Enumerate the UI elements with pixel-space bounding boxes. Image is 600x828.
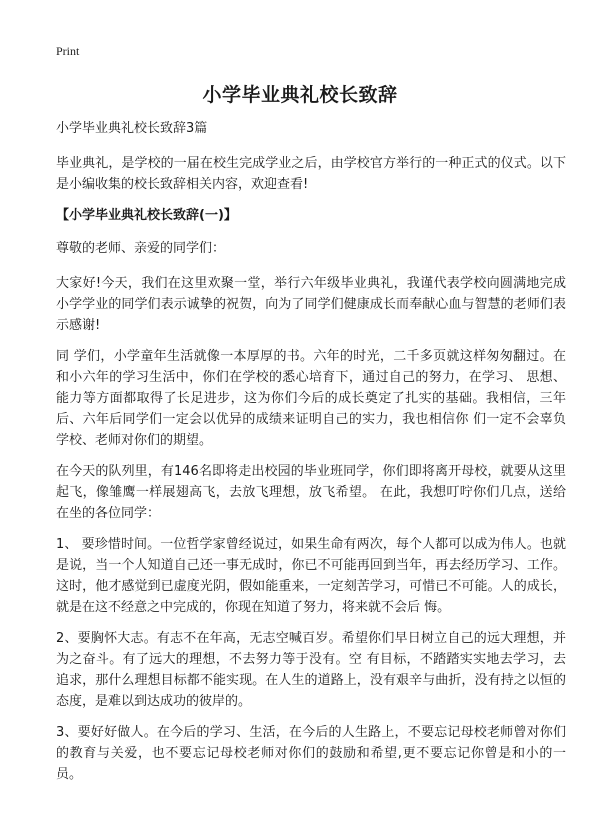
body-paragraph: 同 学们，小学童年生活就像一本厚厚的书。六年的时光，二千多页就这样匆匆翻过。在和小六年的学习生活中，你们在学校的悉心培育下，通过自己的努力，在学习、 思想、能力等方面都取得了长足进步，这为你们今后的成长奠定了扎实的基础。我相信，三年后、六年后同学们一定会以优异的成绩来证明自己的实力，我也相信你 们一定不会辜负学校、老师对你们的期望。 xyxy=(56,349,566,448)
article-subtitle: 小学毕业典礼校长致辞3篇 xyxy=(56,121,208,136)
print-link[interactable]: Print xyxy=(56,44,80,58)
page-title: 小学毕业典礼校长致辞 xyxy=(202,84,398,106)
body-paragraph: 2、要胸怀大志。有志不在年高，无志空喊百岁。希望你们早日树立自己的远大理想，并为之奋斗。有了远大的理想，不去努力等于没有。空 有目标，不踏踏实实地去学习，去追求，那什么理想目标都不能实现。在人生的道路上，没有艰辛与曲折，没有持之以恒的态度，是难以到达成功的彼岸的。 xyxy=(56,631,566,709)
body-paragraph: 3、要好好做人。在今后的学习、生活，在今后的人生路上，不要忘记母校老师曾对你们的教育与关爱，也不要忘记母校老师对你们的鼓励和希望,更不要忘记你曾是和小的一员。 xyxy=(56,725,566,782)
article-body xyxy=(56,118,566,795)
section-heading: 【小学毕业典礼校长致辞(一)】 xyxy=(56,208,237,223)
body-paragraph: 大家好!今天，我们在这里欢聚一堂，举行六年级毕业典礼，我谨代表学校向圆满地完成小学学业的同学们表示诚挚的祝贺，向为了同学们健康成长而奉献心血与智慧的老师们表示感谢! xyxy=(56,276,566,333)
body-paragraph: 在今天的队列里，有146名即将走出校园的毕业班同学，你们即将离开母校，就要从这里起飞，像雏鹰一样展翅高飞，去放飞理想，放飞希望。 在此，我想叮咛你们几点，送给在坐的各位同学： xyxy=(56,464,566,521)
body-paragraph: 1、 要珍惜时间。一位哲学家曾经说过，如果生命有两次，每个人都可以成为伟人。也就是说，当一个人知道自己还一事无成时，你已不可能再回到当年，再去经历学习、工作。这时，他才感觉到已虚度光阴，假如能重来，一定刻苦学习，可惜已不可能。人的成长，就是在这不经意之中完成的，你现在知道了努力，将来就不会后 悔。 xyxy=(56,537,566,615)
greeting-line: 尊敬的老师、亲爱的同学们： xyxy=(56,241,226,256)
intro-paragraph: 毕业典礼，是学校的一届在校生完成学业之后，由学校官方举行的一种正式的仪式。以下是小编收集的校长致辞相关内容，欢迎查看! xyxy=(56,156,566,192)
